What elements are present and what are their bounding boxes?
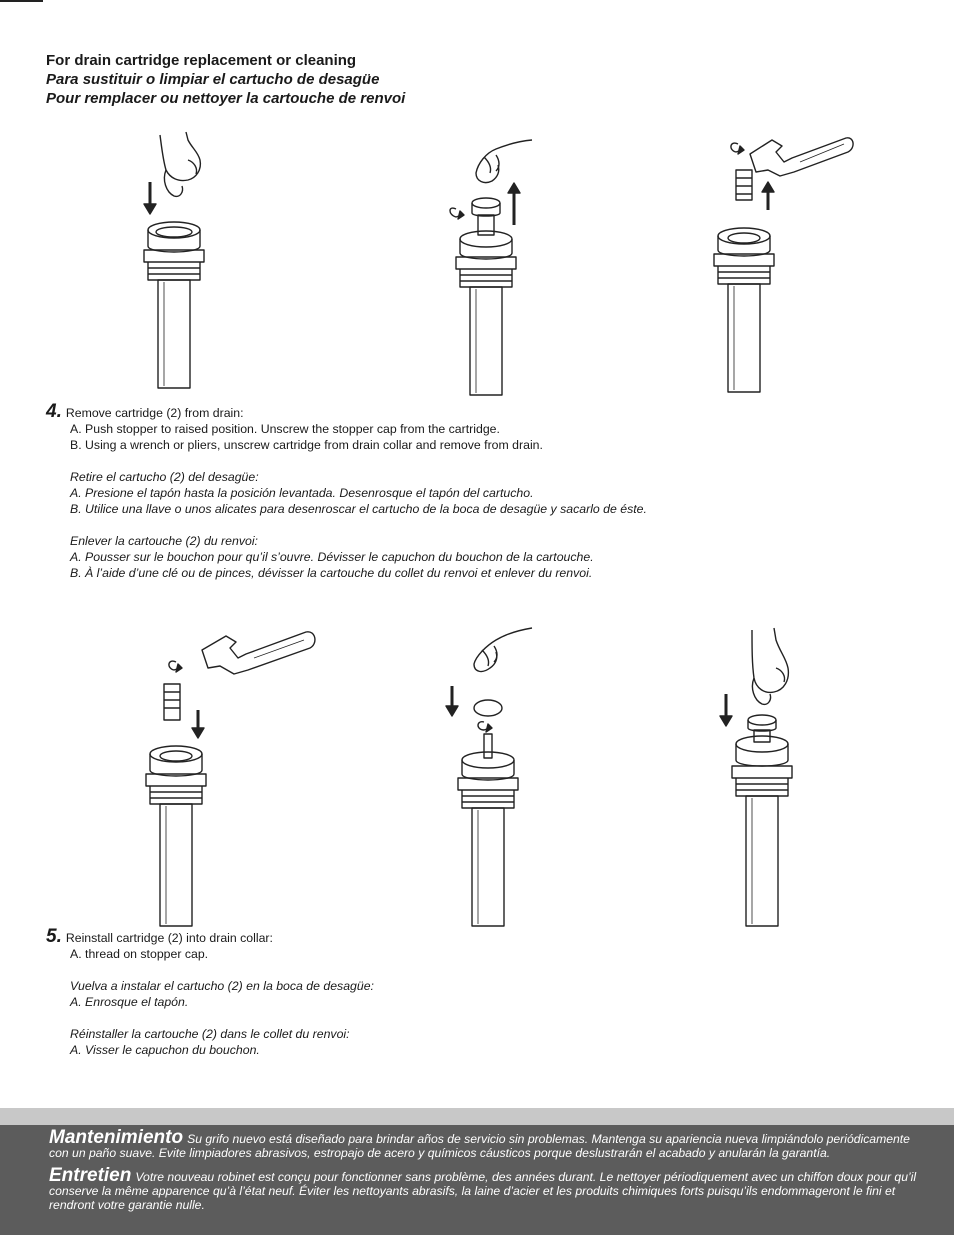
drain-tube bbox=[158, 280, 190, 388]
maintenance-footer bbox=[0, 1125, 954, 1235]
step-5-number: 5. bbox=[46, 926, 62, 947]
maintenance-es-text: Su grifo nuevo está diseñado para brindar años de servicio sin problemas. Mantenga su apariencia nueva limpiándolo periódicamente con un paño suave. Evite limpiadores abrasivos, estropajo de acero y químicos cáusticos porque deslustrarán el acabado y anularán la garantía. bbox=[49, 1132, 910, 1160]
wrench-icon bbox=[202, 632, 315, 674]
step-4-en-a: A. Push stopper to raised position. Unscrew the stopper cap from the cartridge. bbox=[70, 422, 500, 436]
heading-es: Para sustituir o limpiar el cartucho de desagüe bbox=[46, 71, 380, 88]
stopper-cap bbox=[748, 715, 776, 725]
step-4-es-b: B. Utilice una llave o unos alicates para desenroscar el cartucho de la boca de desagüe y sacarlo de éste. bbox=[70, 502, 647, 516]
drain-tube bbox=[160, 804, 192, 926]
step-5-es-a: A. Enrosque el tapón. bbox=[70, 995, 189, 1009]
illustration-final-press bbox=[710, 624, 805, 929]
step-5-en-intro: Reinstall cartridge (2) into drain collar: bbox=[65, 931, 273, 945]
stopper-cap bbox=[472, 198, 500, 208]
stopper-cap bbox=[148, 222, 200, 238]
step-4-fr-intro: Enlever la cartouche (2) du renvoi: bbox=[70, 534, 258, 548]
maintenance-es bbox=[49, 1127, 919, 1160]
step-4-fr-a: A. Pousser sur le bouchon pour qu’il s’ouvre. Dévisser le capuchon du bouchon de la cartouche. bbox=[70, 550, 594, 564]
cartridge bbox=[736, 170, 752, 200]
drain-tube bbox=[746, 796, 778, 926]
hand-icon bbox=[160, 132, 200, 181]
illustration-push-stopper bbox=[130, 130, 220, 392]
step-5 bbox=[46, 926, 374, 1058]
cartridge bbox=[164, 684, 180, 720]
hand-icon bbox=[476, 140, 532, 183]
wrench-icon bbox=[750, 138, 853, 176]
maintenance-fr-title: Entretien bbox=[49, 1165, 132, 1186]
maintenance-fr-text: Votre nouveau robinet est conçu pour fonctionner sans problème, des années durant. Le nettoyer périodiquement avec un chiffon doux pour qu’il conserve la même apparence qu’à l’état neuf. Éviter les nettoyants abrasifs, la laine d’acier et les produits chimiques forts puisqu’ils endommageront le fini et rendront votre garantie nulle. bbox=[49, 1170, 917, 1212]
drain-tube bbox=[728, 284, 760, 392]
drain-tube bbox=[470, 287, 502, 395]
illustration-unscrew-cap bbox=[440, 135, 540, 397]
footer-band bbox=[0, 1108, 954, 1125]
step-5-fr-a: A. Visser le capuchon du bouchon. bbox=[70, 1043, 260, 1057]
hand-icon bbox=[752, 628, 788, 692]
step-5-fr-intro: Réinstaller la cartouche (2) dans le collet du renvoi: bbox=[70, 1027, 350, 1041]
step-4-en-intro: Remove cartridge (2) from drain: bbox=[65, 406, 244, 420]
step-4-number: 4. bbox=[46, 401, 62, 422]
step-5-es-intro: Vuelva a instalar el cartucho (2) en la boca de desagüe: bbox=[70, 979, 374, 993]
heading-fr: Pour remplacer ou nettoyer la cartouche de renvoi bbox=[46, 90, 406, 107]
step-4-en-b: B. Using a wrench or pliers, unscrew cartridge from drain collar and remove from drain. bbox=[70, 438, 543, 452]
maintenance-es-title: Mantenimiento bbox=[49, 1127, 184, 1148]
stopper-cap bbox=[474, 700, 502, 716]
illustration-thread-cap bbox=[440, 624, 540, 929]
step-4-fr-b: B. À l’aide d’une clé ou de pinces, dévisser la cartouche du collet du renvoi et enlever du renvoi. bbox=[70, 566, 593, 580]
illustration-wrench-remove bbox=[710, 132, 860, 394]
heading-en: For drain cartridge replacement or cleaning bbox=[46, 52, 357, 69]
drain-tube bbox=[472, 808, 504, 926]
illustration-wrench-install bbox=[140, 624, 325, 929]
step-4 bbox=[46, 401, 647, 581]
step-4-es-intro: Retire el cartucho (2) del desagüe: bbox=[70, 470, 259, 484]
step-5-en-a: A. thread on stopper cap. bbox=[70, 947, 209, 961]
corner-mark bbox=[0, 0, 43, 2]
maintenance-fr bbox=[49, 1165, 919, 1212]
step-4-es-a: A. Presione el tapón hasta la posición levantada. Desenrosque el tapón del cartucho. bbox=[70, 486, 534, 500]
section-heading bbox=[46, 51, 405, 108]
